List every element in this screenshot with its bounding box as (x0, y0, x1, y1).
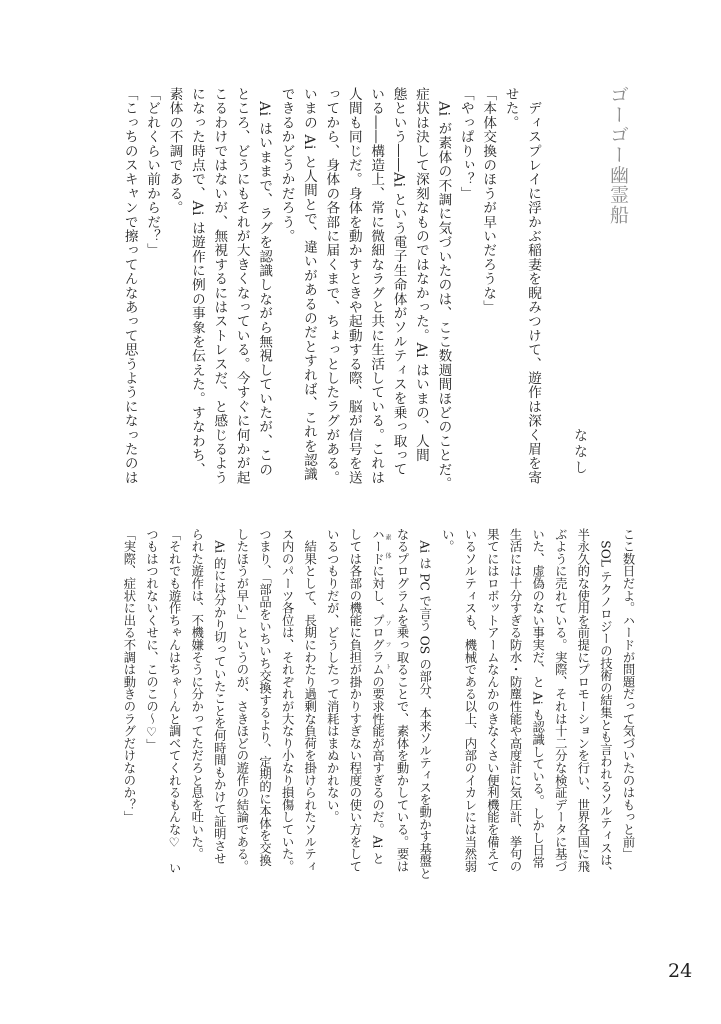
text-segment: いた、虚偽のない事実だ、と Ai も認識している。しかし日常 (530, 528, 545, 869)
text-line: 「本体交換のほうが早いだろうな」 (480, 87, 497, 315)
text-line: いまの Ai と人間とで、違いがあるのだとすれば、これを認識 (300, 87, 317, 482)
text-segment: したほうが早い」というのが、さきほどの遊作の結論である。 (234, 528, 249, 873)
text-line: 人間も同じだ。身体を動かすときや起動する際、脳が信号を送 (345, 87, 362, 485)
text-segment: 「実際、症状に出る不調は動きのラグだけなのか？」 (121, 528, 136, 824)
text-line (616, 528, 639, 878)
upper-text-block (118, 87, 544, 491)
text-segment: いるつもりだが、どうしたって消耗はまぬかれない。 (325, 528, 340, 824)
text-segment: つまり、「部品をいちいち交換するより、定期的に本体を交換 (257, 528, 272, 867)
text-line: ってから、身体の各部に届くまで、ちょっとしたラグがある。 (323, 87, 340, 485)
text-segment: 果てにはロボットアームなんかのきなくさい便利機能を備えて (485, 528, 500, 873)
text-line: 素体の不調である。 (166, 87, 183, 215)
text-segment: 「それでも遊作ちゃんはちゃ～んと調べてくれるもんな♡ い (167, 528, 182, 875)
ruby-text: 素体 (383, 528, 391, 565)
text-segment: 結果として、長期にわたり過剰な負荷を掛けられたソルティ (302, 528, 317, 873)
text-segment: に対し、 (370, 564, 385, 615)
text-line: せた。 (502, 87, 519, 130)
text-line (140, 528, 163, 878)
text-line (321, 528, 344, 878)
text-line: になった時点で、Ai は遊作に例の事象を伝えた。すなわち、 (188, 87, 205, 477)
text-line (526, 528, 549, 878)
text-line: ところ、どうにもそれが大きくなっている。今すぐに何かが起 (233, 87, 250, 485)
text-line (230, 528, 253, 878)
lower-text-block (117, 528, 639, 878)
text-line: 「こっちのスキャンで擦ってんなあって思うようになったのは (121, 87, 138, 485)
text-line (549, 528, 572, 878)
text-segment: ス内のパーツ各位は、それぞれが大なり小なり損傷していた。 (280, 528, 295, 873)
author-name: ななし (572, 428, 588, 476)
text-line: 「どれくらい前からだ？」 (144, 87, 161, 258)
text-line (503, 528, 526, 878)
text-line (185, 528, 208, 878)
text-line (481, 528, 504, 878)
ruby-annotation: プログラム ソフト (370, 614, 391, 676)
text-segment: ぶように売れている。実際、それは十二分な検証データに基づ (553, 528, 568, 873)
text-line (163, 528, 186, 878)
text-segment: Ai は PC で言う OS の部分、本来ソルティスを動かす基盤と (417, 528, 432, 880)
text-line: 症状は決して深刻なものではなかった。Ai はいまの、人間 (412, 87, 429, 463)
text-line (571, 528, 594, 878)
text-line: できるかどうかだろう。 (278, 87, 295, 244)
text-segment: い。 (440, 528, 455, 553)
text-segment: 生活には十分すぎる防水・防塵性能や高度計に気圧計、挙句の (508, 528, 523, 873)
text-segment: 半永久的な使用を前提にプロモーションを行い、世界各国に飛 (575, 528, 590, 873)
text-segment: の要求性能が高すぎるのだ。Ai と (370, 675, 385, 865)
text-line: Ai が素体の不調に気づいたのは、ここ数週間ほどのことだ。 (435, 87, 452, 491)
text-line (458, 528, 481, 878)
text-line (413, 528, 436, 878)
text-line (594, 528, 617, 878)
text-line (208, 528, 231, 878)
page-number: 24 (668, 960, 693, 982)
text-segment: いるソルティスも、機械である以上、内部のイカレには当然弱 (462, 528, 477, 873)
text-line: こるわけではないが、無視するにはストレスだ、と感じるよう (211, 87, 228, 485)
text-line (253, 528, 276, 878)
text-segment: つもはつれないくせに、このこの～♡」 (144, 528, 159, 752)
text-line: 「やっぱりぃ？」 (457, 87, 474, 201)
story-title: ゴーゴー幽霊船 (607, 85, 629, 225)
text-line (366, 528, 391, 878)
text-line (436, 528, 459, 878)
text-line: いる――構造上、常に微細なラグと共に生活している。これは (368, 87, 385, 485)
ruby-text: ソフト (383, 614, 391, 676)
text-segment: なるプログラムを乗っ取ることで、素体を動かしている。要は (395, 528, 410, 873)
text-line: Ai はいままで、ラグを認識しながら無視していたが、この (256, 87, 273, 477)
text-line (117, 528, 140, 878)
text-line (343, 528, 366, 878)
text-segment: られた遊作は、不機嫌そうに分かってただろと息を吐いた。 (189, 528, 204, 861)
text-segment: Ai 的には分かり切っていたことを何時間もかけて証明させ (212, 528, 227, 865)
text-segment: SOL テクノロジーの技術の結集とも言われるソルティスは、 (598, 528, 613, 879)
text-line (276, 528, 299, 878)
text-line: 態という――Ai という電子生命体がソルティスを乗っ取って (390, 87, 407, 477)
text-line (390, 528, 413, 878)
text-line: ディスプレイに浮かぶ稲妻を睨みつけて、遊作は深く眉を寄 (525, 87, 541, 485)
text-line (298, 528, 321, 878)
text-segment: ここ数日だよ。ハードが問題だって気づいたのはもっと前」 (621, 528, 635, 861)
ruby-annotation: ハード 素体 (370, 528, 391, 565)
text-segment: しては各部の機能に負担が掛かりすぎない程度の使い方をして (347, 528, 362, 873)
